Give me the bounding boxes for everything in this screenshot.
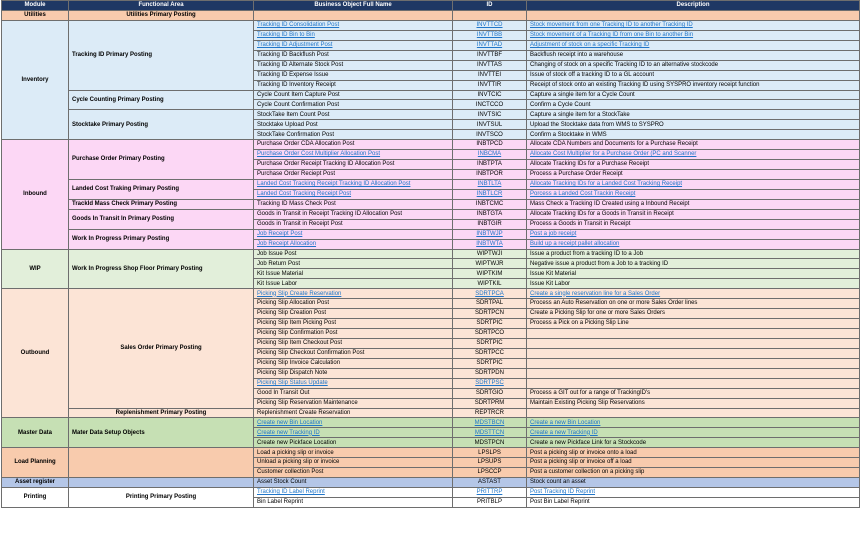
business-object-cell: Purchase Order Reciept Post bbox=[254, 170, 453, 180]
module-cell: Asset register bbox=[2, 478, 69, 488]
business-object-cell[interactable]: Picking Slip Create Reservation bbox=[254, 289, 453, 299]
business-object-cell: Picking Slip Item Checkout Post bbox=[254, 338, 453, 348]
id-cell[interactable]: SDRTPSC bbox=[453, 378, 527, 388]
business-object-cell: Asset Stock Count bbox=[254, 478, 453, 488]
description-cell: Process a Goods in Transit in Receipt bbox=[527, 219, 860, 229]
functional-area-cell bbox=[69, 448, 254, 478]
id-cell: LPSUPS bbox=[453, 458, 527, 468]
module-cell: Utilities bbox=[2, 11, 69, 21]
business-object-cell: Kit Issue Material bbox=[254, 269, 453, 279]
table-row bbox=[2, 11, 860, 21]
business-object-cell: Customer collection Post bbox=[254, 468, 453, 478]
header-business-object: Business Object Full Name bbox=[254, 1, 453, 11]
id-cell: WIPTWJI bbox=[453, 249, 527, 259]
description-cell bbox=[527, 368, 860, 378]
id-cell: INVTTIR bbox=[453, 80, 527, 90]
table-row bbox=[2, 140, 860, 150]
business-object-cell[interactable]: Job Receipt Allocation bbox=[254, 239, 453, 249]
description-cell[interactable]: Post Tracking ID Reprint bbox=[527, 488, 860, 498]
description-cell: Post Bin Label Reprint bbox=[527, 497, 860, 507]
business-object-cell: Picking Slip Checkout Confirmation Post bbox=[254, 348, 453, 358]
business-object-cell: StockTake Item Count Post bbox=[254, 110, 453, 120]
business-object-cell: Stocktake Upload Post bbox=[254, 120, 453, 130]
module-cell: Master Data bbox=[2, 418, 69, 448]
business-object-cell: Good In Transit Out bbox=[254, 388, 453, 398]
business-object-cell: Cycle Count Confirmation Post bbox=[254, 100, 453, 110]
business-object-cell[interactable]: Create new Tracking ID bbox=[254, 428, 453, 438]
description-cell: Confirm a Stocktake in WMS bbox=[527, 130, 860, 140]
table-row bbox=[2, 418, 860, 428]
id-cell: INVTSUL bbox=[453, 120, 527, 130]
business-object-cell: Purchase Order Receipt Tracking ID Allocation Post bbox=[254, 160, 453, 170]
module-cell: Printing bbox=[2, 488, 69, 508]
description-cell[interactable]: Create a new Bin Location bbox=[527, 418, 860, 428]
id-cell: INVTTAS bbox=[453, 60, 527, 70]
id-cell: WIPTWJR bbox=[453, 259, 527, 269]
business-object-cell: Goods in Transit in Receipt Tracking ID Allocation Post bbox=[254, 209, 453, 219]
description-cell[interactable]: Post a job receipt bbox=[527, 229, 860, 239]
table-row bbox=[2, 448, 860, 458]
id-cell: INVTSIC bbox=[453, 110, 527, 120]
id-cell[interactable]: INBTWTA bbox=[453, 239, 527, 249]
table-header bbox=[2, 1, 860, 11]
business-object-cell: Tracking ID Alternate Stock Post bbox=[254, 60, 453, 70]
functional-area-cell: Printing Primary Posting bbox=[69, 488, 254, 508]
business-object-cell[interactable]: Tracking ID Bin to Bin bbox=[254, 30, 453, 40]
description-cell: Issue of stock off a tracking ID to a GL account bbox=[527, 70, 860, 80]
id-cell: SDRTPAL bbox=[453, 299, 527, 309]
description-cell: Allocate Tracking IDs for a Purchase Receipt bbox=[527, 160, 860, 170]
header-functional-area: Functional Area bbox=[69, 1, 254, 11]
business-object-cell: Tracking ID Mass Check Post bbox=[254, 199, 453, 209]
business-object-cell: Picking Slip Allocation Post bbox=[254, 299, 453, 309]
header-row bbox=[2, 1, 860, 11]
header-module: Module bbox=[2, 1, 69, 11]
id-cell: MDSTPCN bbox=[453, 438, 527, 448]
description-cell: Negative issue a product from a Job to a tracking ID bbox=[527, 259, 860, 269]
functional-area-cell: TrackId Mass Check Primary Posting bbox=[69, 199, 254, 209]
business-object-cell: Purchase Order CDA Allocation Post bbox=[254, 140, 453, 150]
description-cell[interactable]: Create a single reservation line for a Sales Order bbox=[527, 289, 860, 299]
id-cell[interactable]: INVTTBB bbox=[453, 30, 527, 40]
description-cell[interactable]: Create a new Tracking ID bbox=[527, 428, 860, 438]
id-cell: WIPTKIL bbox=[453, 279, 527, 289]
business-object-cell: Tracking ID Backflush Post bbox=[254, 50, 453, 60]
table-row bbox=[2, 209, 860, 219]
business-object-cell: Picking Slip Reservation Maintenance bbox=[254, 398, 453, 408]
table-row bbox=[2, 488, 860, 498]
id-cell: INBTGIR bbox=[453, 219, 527, 229]
description-cell: Issue Kit Material bbox=[527, 269, 860, 279]
business-object-cell: Kit Issue Labor bbox=[254, 279, 453, 289]
table-row bbox=[2, 20, 860, 30]
description-cell: Post a picking slip or invoice onto a load bbox=[527, 448, 860, 458]
description-cell: Capture a single item for a Cycle Count bbox=[527, 90, 860, 100]
business-object-cell: Unload a picking slip or invoice bbox=[254, 458, 453, 468]
business-objects-table bbox=[1, 0, 860, 508]
description-cell: Process an Auto Reservation on one or more Sales Order lines bbox=[527, 299, 860, 309]
description-cell: Issue a product from a tracking ID to a Job bbox=[527, 249, 860, 259]
business-object-cell: Picking Slip Invoice Calculation bbox=[254, 358, 453, 368]
functional-area-cell: Replenishment Primary Posting bbox=[69, 408, 254, 418]
business-object-cell: Cycle Count Item Capture Post bbox=[254, 90, 453, 100]
id-cell: INBTGTA bbox=[453, 209, 527, 219]
id-cell: SDRTPIC bbox=[453, 319, 527, 329]
description-cell: Stock count an asset bbox=[527, 478, 860, 488]
business-object-cell[interactable]: Tracking ID Adjustment Post bbox=[254, 40, 453, 50]
description-cell: Upload the Stocktake data from WMS to SYSPRO bbox=[527, 120, 860, 130]
business-object-cell: Picking Slip Creation Post bbox=[254, 309, 453, 319]
business-object-cell[interactable]: Job Receipt Post bbox=[254, 229, 453, 239]
description-cell: Create a Picking Slip for one or more Sales Orders bbox=[527, 309, 860, 319]
functional-area-cell: Goods In Transit In Primary Posting bbox=[69, 209, 254, 229]
description-cell: Receipt of stock onto an existing Tracking ID using SYSPRO inventory receipt function bbox=[527, 80, 860, 90]
id-cell[interactable]: INBCMA bbox=[453, 150, 527, 160]
id-cell: INVTTEI bbox=[453, 70, 527, 80]
description-cell: Changing of stock on a specific Tracking ID to an alternative stockcode bbox=[527, 60, 860, 70]
description-cell: Confirm a Cycle Count bbox=[527, 100, 860, 110]
id-cell[interactable]: INBTLCR bbox=[453, 189, 527, 199]
business-object-cell[interactable]: Landed Cost Tracking Receipt Tracking ID Allocation Post bbox=[254, 179, 453, 189]
id-cell: SDRTPRM bbox=[453, 398, 527, 408]
id-cell: INVTCIC bbox=[453, 90, 527, 100]
description-cell bbox=[527, 338, 860, 348]
module-cell: Load Planning bbox=[2, 448, 69, 478]
id-cell[interactable]: INBTWJP bbox=[453, 229, 527, 239]
functional-area-cell: Work In Progress Primary Posting bbox=[69, 229, 254, 249]
id-cell: SDRTGIO bbox=[453, 388, 527, 398]
business-object-cell[interactable]: Picking Slip Status Update bbox=[254, 378, 453, 388]
id-cell: LPSLPS bbox=[453, 448, 527, 458]
id-cell: INVTSCO bbox=[453, 130, 527, 140]
description-cell[interactable]: Porcess a Landed Cost Trackin Receipt bbox=[527, 189, 860, 199]
id-cell: INBTPCD bbox=[453, 140, 527, 150]
table-row bbox=[2, 249, 860, 259]
description-cell[interactable]: Adjustment of stock on a specific Tracking ID bbox=[527, 40, 860, 50]
description-cell: Maintain Existing Picking Slip Reservations bbox=[527, 398, 860, 408]
business-object-cell: Job Issue Post bbox=[254, 249, 453, 259]
business-object-cell: Bin Label Reprint bbox=[254, 497, 453, 507]
description-cell: Mass Check a Tracking ID Created using a Inbound Receipt bbox=[527, 199, 860, 209]
functional-area-cell: Utilities Primary Posting bbox=[69, 11, 254, 21]
id-cell: INBTPOR bbox=[453, 170, 527, 180]
id-cell: SDRTPCN bbox=[453, 309, 527, 319]
id-cell: INBTPTA bbox=[453, 160, 527, 170]
business-object-cell: StockTake Confirmation Post bbox=[254, 130, 453, 140]
description-cell: Post a customer collection on a picking slip bbox=[527, 468, 860, 478]
functional-area-cell: Stocktake Primary Posting bbox=[69, 110, 254, 140]
business-object-cell: Picking Slip Item Picking Post bbox=[254, 319, 453, 329]
description-cell bbox=[527, 11, 860, 21]
id-cell: SDRTPIC bbox=[453, 338, 527, 348]
id-cell: INCTCCO bbox=[453, 100, 527, 110]
description-cell[interactable]: Stock movement of a Tracking ID from one Bin to another Bin bbox=[527, 30, 860, 40]
id-cell: SDRTPCO bbox=[453, 329, 527, 339]
functional-area-cell: Tracking ID Primary Posting bbox=[69, 20, 254, 90]
description-cell: Post a picking slip or invoice off a load bbox=[527, 458, 860, 468]
business-object-cell: Tracking ID Inventory Receipt bbox=[254, 80, 453, 90]
business-object-cell[interactable]: Tracking ID Consolidation Post bbox=[254, 20, 453, 30]
description-cell: Backflush receipt into a warehouse bbox=[527, 50, 860, 60]
description-cell: Allocate Tracking IDs for a Goods in Transit in Receipt bbox=[527, 209, 860, 219]
description-cell: Process a Purchase Order Receipt bbox=[527, 170, 860, 180]
description-cell[interactable]: Allocate Cost Multiplier for a Purchase Order (PC and Scanner bbox=[527, 150, 860, 160]
business-object-cell[interactable]: Purchase Order Cost Multiplier Allocation Post bbox=[254, 150, 453, 160]
id-cell: INVTTBF bbox=[453, 50, 527, 60]
business-object-cell: Replenishment Create Reservation bbox=[254, 408, 453, 418]
id-cell: SDRTPIC bbox=[453, 358, 527, 368]
description-cell[interactable]: Allocate Tracking IDs for a Landed Cost Tracking Receipt bbox=[527, 179, 860, 189]
business-object-cell: Load a picking slip or invoice bbox=[254, 448, 453, 458]
description-cell bbox=[527, 358, 860, 368]
table-row bbox=[2, 110, 860, 120]
table-row bbox=[2, 408, 860, 418]
description-cell: Issue Kit Labor bbox=[527, 279, 860, 289]
id-cell: WIPTKIM bbox=[453, 269, 527, 279]
business-object-cell[interactable]: Tracking ID Label Reprint bbox=[254, 488, 453, 498]
module-cell: Outbound bbox=[2, 289, 69, 418]
description-cell bbox=[527, 348, 860, 358]
functional-area-cell bbox=[69, 478, 254, 488]
id-cell: LPSCCP bbox=[453, 468, 527, 478]
business-object-cell[interactable]: Create new Bin Location bbox=[254, 418, 453, 428]
business-object-cell bbox=[254, 11, 453, 21]
id-cell[interactable]: INVTTCD bbox=[453, 20, 527, 30]
id-cell: SDRTPDN bbox=[453, 368, 527, 378]
id-cell[interactable]: INBTLTA bbox=[453, 179, 527, 189]
description-cell: Process a GIT out for a range of TrackingID's bbox=[527, 388, 860, 398]
id-cell[interactable]: MDSTBCN bbox=[453, 418, 527, 428]
id-cell: SDRTPCC bbox=[453, 348, 527, 358]
business-object-cell: Goods in Transit in Receipt Post bbox=[254, 219, 453, 229]
table-row bbox=[2, 179, 860, 189]
description-cell bbox=[527, 408, 860, 418]
description-cell bbox=[527, 329, 860, 339]
description-cell[interactable]: Stock movement from one Tracking ID to another Tracking ID bbox=[527, 20, 860, 30]
id-cell bbox=[453, 11, 527, 21]
header-id: ID bbox=[453, 1, 527, 11]
id-cell: REPTRCR bbox=[453, 408, 527, 418]
table-row bbox=[2, 289, 860, 299]
id-cell: PRITBLP bbox=[453, 497, 527, 507]
functional-area-cell: Work In Progress Shop Floor Primary Posting bbox=[69, 249, 254, 289]
id-cell[interactable]: INVTTAD bbox=[453, 40, 527, 50]
description-cell[interactable] bbox=[527, 378, 860, 388]
functional-area-cell: Mater Data Setup Objects bbox=[69, 418, 254, 448]
functional-area-cell: Purchase Order Primary Posting bbox=[69, 140, 254, 180]
id-cell[interactable]: SDRTPCA bbox=[453, 289, 527, 299]
id-cell[interactable]: MDSTTCN bbox=[453, 428, 527, 438]
id-cell: INBTCMC bbox=[453, 199, 527, 209]
business-object-cell: Picking Slip Dispatch Note bbox=[254, 368, 453, 378]
table-row bbox=[2, 90, 860, 100]
functional-area-cell: Landed Cost Traking Primary Posting bbox=[69, 179, 254, 199]
id-cell: ASTAST bbox=[453, 478, 527, 488]
description-cell[interactable]: Build up a receipt pallet allocation bbox=[527, 239, 860, 249]
description-cell: Process a Pick on a Picking Slip Line bbox=[527, 319, 860, 329]
module-cell: Inbound bbox=[2, 140, 69, 249]
module-cell: Inventory bbox=[2, 20, 69, 139]
description-cell: Create a new Pickface Link for a Stockcode bbox=[527, 438, 860, 448]
functional-area-cell: Cycle Counting Primary Posting bbox=[69, 90, 254, 110]
table-row bbox=[2, 229, 860, 239]
description-cell: Allocate CDA Numbers and Documents for a Purchase Receipt bbox=[527, 140, 860, 150]
module-cell: WIP bbox=[2, 249, 69, 289]
business-object-cell: Picking Slip Confirmation Post bbox=[254, 329, 453, 339]
business-object-cell[interactable]: Landed Cost Tracking Receipt Post bbox=[254, 189, 453, 199]
header-description: Description bbox=[527, 1, 860, 11]
business-object-cell: Tracking ID Expense Issue bbox=[254, 70, 453, 80]
table-row bbox=[2, 199, 860, 209]
business-object-cell: Job Return Post bbox=[254, 259, 453, 269]
business-object-cell: Create new Pickface Location bbox=[254, 438, 453, 448]
functional-area-cell: Sales Order Primary Posting bbox=[69, 289, 254, 408]
description-cell: Capture a single item for a StockTake bbox=[527, 110, 860, 120]
id-cell[interactable]: PRITTRP bbox=[453, 488, 527, 498]
table-row bbox=[2, 478, 860, 488]
table-body bbox=[2, 11, 860, 508]
